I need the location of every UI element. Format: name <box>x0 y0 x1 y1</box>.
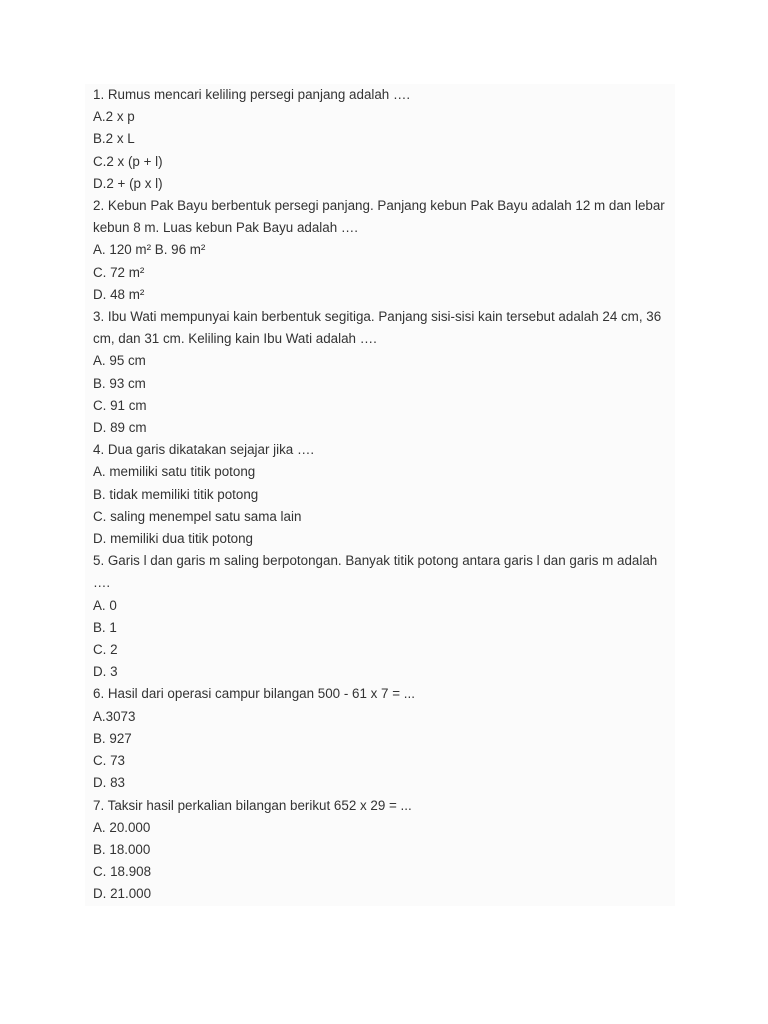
question-5-option-b: B. 1 <box>93 619 117 635</box>
question-3-text-line-2: cm, dan 31 cm. Keliling kain Ibu Wati adalah …. <box>93 331 377 347</box>
question-3-option-a: A. 95 cm <box>93 353 146 369</box>
question-6-option-c: C. 73 <box>93 753 126 769</box>
question-2-text-line-1: 2. Kebun Pak Bayu berbentuk persegi panjang. Panjang kebun Pak Bayu adalah 12 m dan lebar <box>93 198 665 214</box>
question-7-option-a: A. 20.000 <box>93 819 151 835</box>
question-2-option-c: C. 72 m² <box>93 264 145 280</box>
question-5-option-c: C. 2 <box>93 642 118 658</box>
question-6-option-b: B. 927 <box>93 730 132 746</box>
quiz-content <box>85 84 675 906</box>
question-3-text-line-1: 3. Ibu Wati mempunyai kain berbentuk segitiga. Panjang sisi-sisi kain tersebut adalah 24 cm, 36 <box>93 309 662 325</box>
question-6-text: 6. Hasil dari operasi campur bilangan 500 - 61 x 7 = ... <box>93 686 415 702</box>
question-7-option-b: B. 18.000 <box>93 841 151 857</box>
question-4-option-a: A. memiliki satu titik potong <box>93 464 256 480</box>
question-6-option-d: D. 83 <box>93 775 126 791</box>
question-2-option-a-b: A. 120 m² B. 96 m² <box>93 242 206 258</box>
question-3-option-c: C. 91 cm <box>93 397 147 413</box>
question-1-option-d: D.2 + (p x l) <box>93 175 163 191</box>
question-7-option-c: C. 18.908 <box>93 864 152 880</box>
question-4-option-d: D. memiliki dua titik potong <box>93 531 254 547</box>
question-4-text: 4. Dua garis dikatakan sejajar jika …. <box>93 442 315 458</box>
question-2-option-d: D. 48 m² <box>93 286 145 302</box>
question-6-option-a: A.3073 <box>93 708 136 724</box>
question-1-option-b: B.2 x L <box>93 131 135 147</box>
question-5-text-line-2: …. <box>93 575 111 591</box>
question-5-option-d: D. 3 <box>93 664 118 680</box>
question-3-option-d: D. 89 cm <box>93 420 147 436</box>
question-7-text: 7. Taksir hasil perkalian bilangan berikut 652 x 29 = ... <box>93 797 412 813</box>
question-4-option-c: C. saling menempel satu sama lain <box>93 508 302 524</box>
question-5-text-line-1: 5. Garis l dan garis m saling berpotongan. Banyak titik potong antara garis l dan garis m adalah <box>93 553 658 569</box>
question-7-option-d: D. 21.000 <box>93 886 152 902</box>
question-1-option-a: A.2 x p <box>93 109 135 125</box>
question-1-text: 1. Rumus mencari keliling persegi panjang adalah …. <box>93 87 411 102</box>
question-1-option-c: C.2 x (p + l) <box>93 153 163 169</box>
question-3-option-b: B. 93 cm <box>93 375 146 391</box>
question-2-text-line-2: kebun 8 m. Luas kebun Pak Bayu adalah …. <box>93 220 359 236</box>
question-5-option-a: A. 0 <box>93 597 117 613</box>
question-4-option-b: B. tidak memiliki titik potong <box>93 486 259 502</box>
